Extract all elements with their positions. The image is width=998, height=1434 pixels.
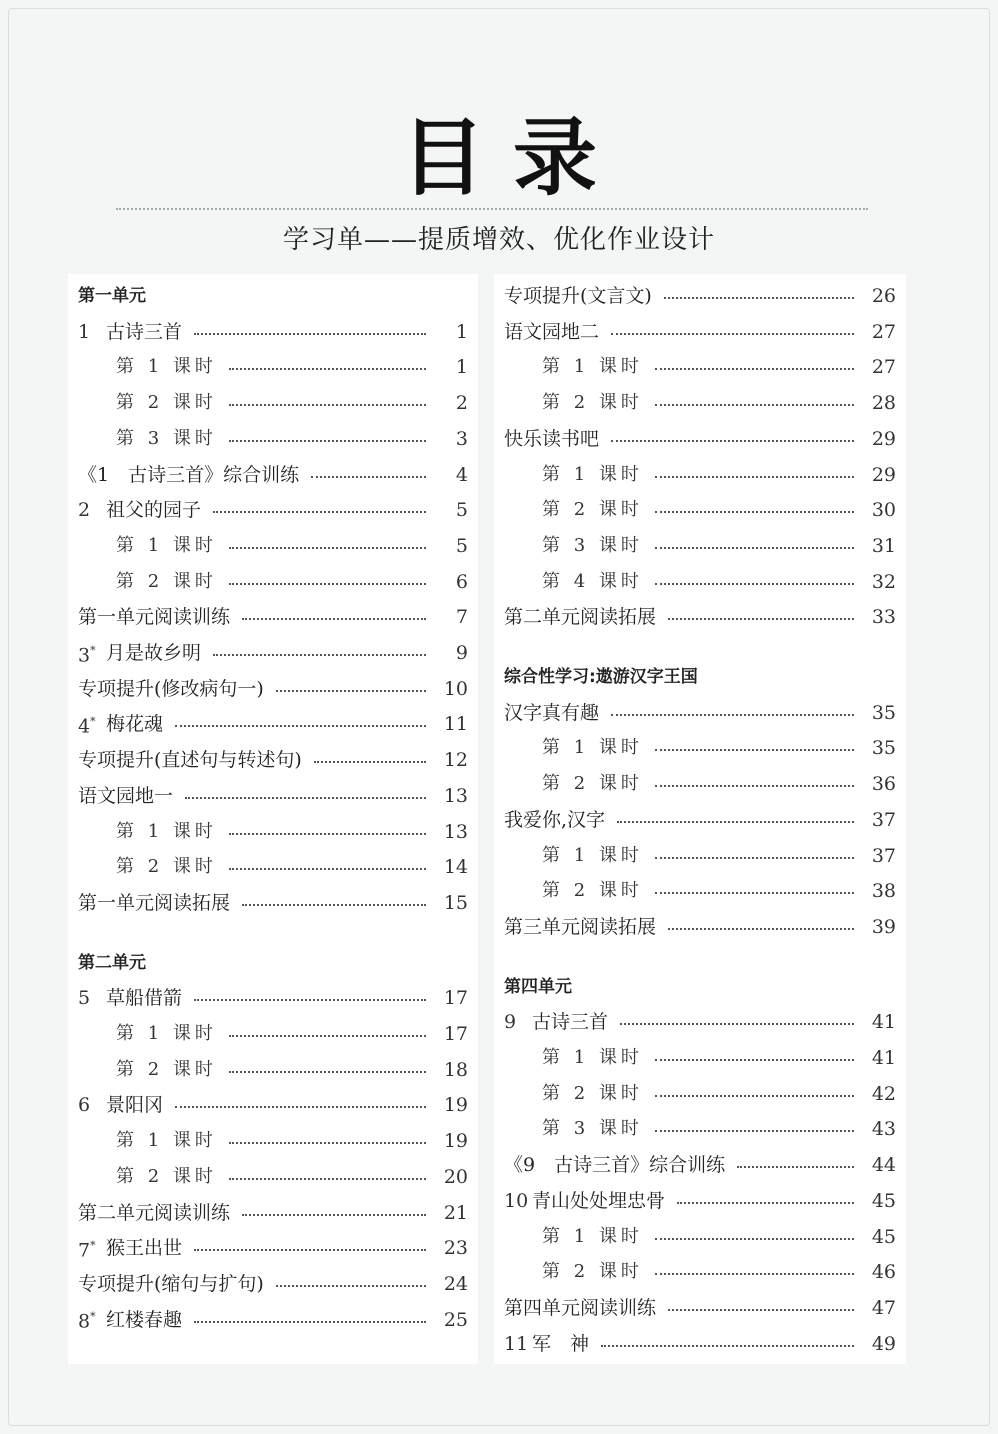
dot-leader bbox=[213, 511, 426, 513]
page-number: 24 bbox=[443, 1272, 468, 1295]
entry-title: 我爱你,汉字 bbox=[504, 808, 606, 831]
entry-title: 第二单元阅读训练 bbox=[78, 1201, 231, 1224]
toc-subentry bbox=[68, 1123, 478, 1159]
lesson-number: 9 bbox=[504, 1011, 517, 1034]
entry-title: 古诗三首 bbox=[106, 320, 183, 343]
entry-title: 第二单元阅读拓展 bbox=[504, 606, 657, 629]
dot-leader bbox=[229, 404, 426, 406]
toc-entry bbox=[68, 980, 478, 1016]
title-divider bbox=[116, 208, 868, 210]
dot-leader bbox=[668, 928, 854, 930]
entry-title: 第 4 课时 bbox=[542, 570, 643, 592]
page-number: 28 bbox=[871, 392, 896, 415]
dot-leader bbox=[194, 1249, 426, 1251]
optional-mark: * bbox=[90, 1310, 96, 1324]
entry-title: 第 2 课时 bbox=[542, 1082, 643, 1104]
dot-leader bbox=[655, 785, 854, 787]
toc-entry bbox=[494, 1147, 906, 1183]
toc-entry bbox=[494, 599, 906, 635]
toc-entry bbox=[68, 1087, 478, 1123]
page-number: 10 bbox=[443, 677, 468, 700]
lesson-number: 5 bbox=[78, 987, 91, 1010]
page-number: 25 bbox=[443, 1308, 468, 1331]
page-number: 21 bbox=[443, 1201, 468, 1224]
toc-subentry bbox=[68, 385, 478, 421]
optional-mark: * bbox=[90, 715, 96, 729]
dot-leader bbox=[314, 761, 426, 763]
toc-entry bbox=[68, 457, 478, 493]
page-number: 35 bbox=[871, 737, 896, 760]
entry-title: 第 2 课时 bbox=[542, 1261, 643, 1283]
page-number: 26 bbox=[871, 285, 896, 307]
entry-title: 祖父的园子 bbox=[106, 499, 202, 522]
page-number: 41 bbox=[871, 1011, 896, 1034]
toc-subentry bbox=[494, 492, 906, 528]
page-number: 7 bbox=[455, 606, 468, 629]
page-number: 29 bbox=[871, 427, 896, 450]
lesson-number: 11 bbox=[504, 1332, 529, 1355]
entry-title: 第 2 课时 bbox=[116, 392, 217, 414]
page-number: 23 bbox=[443, 1237, 468, 1260]
page-number: 37 bbox=[871, 808, 896, 831]
entry-title: 第 2 课时 bbox=[542, 499, 643, 521]
entry-title: 第 1 课时 bbox=[542, 463, 643, 485]
entry-title: 第 2 课时 bbox=[116, 1058, 217, 1080]
page-number: 11 bbox=[443, 713, 468, 736]
toc-subentry bbox=[494, 873, 906, 909]
lesson-number: 6 bbox=[78, 1094, 91, 1117]
dot-leader bbox=[194, 999, 426, 1001]
toc-entry bbox=[68, 1302, 478, 1338]
dot-leader bbox=[611, 333, 854, 335]
dot-leader bbox=[655, 1273, 854, 1275]
page-subtitle: 学习单——提质增效、优化作业设计 bbox=[282, 225, 715, 255]
dot-leader bbox=[611, 714, 854, 716]
dot-leader bbox=[601, 1345, 854, 1347]
page-number: 49 bbox=[871, 1332, 896, 1355]
entry-title: 第 3 课时 bbox=[542, 534, 643, 556]
entry-title: 第 2 课时 bbox=[116, 856, 217, 878]
toc-subentry bbox=[68, 528, 478, 564]
entry-title: 汉字真有趣 bbox=[504, 701, 600, 724]
entry-title: 草船借箭 bbox=[106, 987, 183, 1010]
entry-title: 第 2 课时 bbox=[542, 880, 643, 902]
toc-entry bbox=[494, 278, 906, 314]
dot-leader bbox=[655, 368, 854, 370]
page-number: 3 bbox=[455, 427, 468, 450]
entry-title: 第 1 课时 bbox=[116, 820, 217, 842]
toc-entry bbox=[68, 635, 478, 671]
entry-title: 《1 古诗三首》综合训练 bbox=[78, 463, 300, 486]
entry-title: 第 1 课时 bbox=[542, 737, 643, 759]
dot-leader bbox=[737, 1166, 854, 1168]
page-title: 目录 bbox=[400, 108, 625, 207]
toc-section-heading bbox=[68, 945, 478, 981]
toc-entry bbox=[494, 1326, 906, 1362]
dot-leader bbox=[276, 1285, 426, 1287]
entry-title: 第 1 课时 bbox=[116, 1023, 217, 1044]
dot-leader bbox=[664, 297, 854, 299]
toc-left-column bbox=[68, 274, 478, 1364]
entry-title: 专项提升(缩句与扩句) bbox=[78, 1272, 264, 1295]
page-number: 1 bbox=[455, 356, 468, 379]
entry-title: 第 2 课时 bbox=[116, 570, 217, 592]
dot-leader bbox=[655, 1130, 854, 1132]
page-number: 35 bbox=[871, 701, 896, 724]
entry-title: 第 1 课时 bbox=[542, 356, 643, 378]
page-number: 18 bbox=[443, 1058, 468, 1081]
page-number: 38 bbox=[871, 880, 896, 903]
dot-leader bbox=[668, 618, 854, 620]
optional-mark: * bbox=[90, 643, 96, 657]
toc-entry bbox=[68, 1266, 478, 1302]
dot-leader bbox=[229, 583, 426, 585]
toc-subentry bbox=[494, 349, 906, 385]
entry-title: 月是故乡明 bbox=[106, 642, 202, 664]
page-number: 27 bbox=[871, 320, 896, 343]
toc-section-heading bbox=[494, 659, 906, 695]
page-number: 27 bbox=[871, 356, 896, 379]
entry-title: 《9 古诗三首》综合训练 bbox=[504, 1154, 726, 1177]
page-number: 42 bbox=[871, 1082, 896, 1105]
dot-leader bbox=[677, 1202, 854, 1204]
toc-section-heading bbox=[494, 969, 906, 1005]
toc-entry bbox=[68, 742, 478, 778]
dot-leader bbox=[229, 368, 426, 370]
page-number: 5 bbox=[455, 534, 468, 557]
page-number: 32 bbox=[871, 570, 896, 593]
page-number: 36 bbox=[871, 773, 896, 796]
page-number: 4 bbox=[455, 463, 468, 486]
lesson-number: 3* bbox=[78, 643, 96, 667]
entry-title: 第 3 课时 bbox=[116, 427, 217, 449]
toc-subentry bbox=[494, 838, 906, 874]
dot-leader bbox=[229, 868, 426, 870]
dot-leader bbox=[620, 1023, 854, 1025]
toc-subentry bbox=[494, 564, 906, 600]
entry-title: 第四单元阅读训练 bbox=[504, 1296, 657, 1319]
dot-leader bbox=[213, 654, 426, 656]
toc-subentry bbox=[494, 1076, 906, 1112]
page-number: 45 bbox=[871, 1189, 896, 1212]
page-number: 2 bbox=[455, 392, 468, 415]
entry-title: 青山处处埋忠骨 bbox=[532, 1189, 666, 1212]
toc-entry bbox=[494, 1290, 906, 1326]
entry-title: 第 2 课时 bbox=[542, 773, 643, 795]
lesson-number: 10 bbox=[504, 1189, 529, 1212]
page-number: 19 bbox=[443, 1094, 468, 1117]
dot-leader bbox=[655, 583, 854, 585]
toc-subentry bbox=[68, 1016, 478, 1052]
page-number: 46 bbox=[871, 1261, 896, 1284]
toc-entry bbox=[68, 314, 478, 350]
entry-title: 古诗三首 bbox=[532, 1011, 609, 1034]
page-number: 45 bbox=[871, 1225, 896, 1248]
dot-leader bbox=[229, 440, 426, 442]
toc-subentry bbox=[68, 421, 478, 457]
entry-title: 第 1 课时 bbox=[542, 844, 643, 866]
dot-leader bbox=[229, 1071, 426, 1073]
dot-leader bbox=[242, 618, 426, 620]
toc-subentry bbox=[494, 528, 906, 564]
toc-subentry bbox=[494, 1040, 906, 1076]
toc-entry bbox=[494, 802, 906, 838]
toc-entry bbox=[68, 599, 478, 635]
toc-subentry bbox=[494, 766, 906, 802]
toc-subentry bbox=[494, 1254, 906, 1290]
page-number: 33 bbox=[871, 606, 896, 629]
toc-subentry bbox=[494, 457, 906, 493]
section-title: 第二单元 bbox=[78, 952, 146, 973]
toc-subentry bbox=[68, 349, 478, 385]
page-number: 14 bbox=[443, 856, 468, 879]
dot-leader bbox=[229, 1142, 426, 1144]
toc-entry bbox=[494, 909, 906, 945]
lesson-number: 4* bbox=[78, 715, 96, 738]
dot-leader bbox=[655, 892, 854, 894]
dot-leader bbox=[229, 1178, 426, 1180]
dot-leader bbox=[185, 797, 426, 799]
entry-title: 专项提升(修改病句一) bbox=[78, 677, 264, 700]
toc-entry bbox=[68, 492, 478, 528]
dot-leader bbox=[175, 725, 426, 727]
dot-leader bbox=[668, 1309, 854, 1311]
entry-title: 语文园地一 bbox=[78, 784, 174, 807]
toc-entry bbox=[494, 314, 906, 350]
entry-title: 第一单元阅读拓展 bbox=[78, 891, 231, 914]
dot-leader bbox=[655, 749, 854, 751]
page-number: 9 bbox=[455, 642, 468, 664]
dot-leader bbox=[655, 511, 854, 513]
entry-title: 第 1 课时 bbox=[542, 1047, 643, 1068]
section-title: 综合性学习:遨游汉字王国 bbox=[504, 667, 698, 687]
toc-entry bbox=[68, 1195, 478, 1231]
page-number: 5 bbox=[455, 499, 468, 522]
lesson-number: 2 bbox=[78, 499, 91, 522]
optional-mark: * bbox=[90, 1239, 96, 1253]
toc-entry bbox=[494, 421, 906, 457]
entry-title: 第 1 课时 bbox=[116, 534, 217, 556]
toc-subentry bbox=[494, 1111, 906, 1147]
entry-title: 第 1 课时 bbox=[116, 1130, 217, 1152]
dot-leader bbox=[655, 1059, 854, 1061]
dot-leader bbox=[611, 440, 854, 442]
toc-subentry bbox=[68, 564, 478, 600]
page-number: 19 bbox=[443, 1130, 468, 1153]
toc-subentry bbox=[494, 1219, 906, 1255]
page-number: 1 bbox=[455, 320, 468, 343]
page-number: 41 bbox=[871, 1047, 896, 1069]
dot-leader bbox=[229, 833, 426, 835]
toc-entry bbox=[68, 778, 478, 814]
lesson-number: 1 bbox=[78, 320, 91, 343]
page-number: 29 bbox=[871, 463, 896, 486]
page-number: 47 bbox=[871, 1296, 896, 1319]
entry-title: 快乐读书吧 bbox=[504, 427, 600, 450]
entry-title: 第 1 课时 bbox=[116, 356, 217, 378]
toc-entry bbox=[68, 706, 478, 742]
entry-title: 语文园地二 bbox=[504, 320, 600, 343]
dot-leader bbox=[655, 404, 854, 406]
dot-leader bbox=[655, 1095, 854, 1097]
entry-title: 第一单元阅读训练 bbox=[78, 606, 231, 629]
lesson-number: 7* bbox=[78, 1239, 96, 1262]
dot-leader bbox=[655, 1238, 854, 1240]
page-number: 15 bbox=[443, 891, 468, 914]
toc-entry bbox=[494, 695, 906, 731]
toc-subentry bbox=[68, 814, 478, 850]
page-number: 17 bbox=[443, 1023, 468, 1045]
entry-title: 专项提升(文言文) bbox=[504, 285, 652, 307]
page-number: 20 bbox=[443, 1165, 468, 1188]
dot-leader bbox=[242, 904, 426, 906]
dot-leader bbox=[655, 476, 854, 478]
page-number: 13 bbox=[443, 820, 468, 843]
page-number: 17 bbox=[443, 987, 468, 1010]
section-title: 第四单元 bbox=[504, 976, 572, 997]
entry-title: 第 3 课时 bbox=[542, 1118, 643, 1140]
dot-leader bbox=[229, 547, 426, 549]
dot-leader bbox=[655, 547, 854, 549]
toc-subentry bbox=[494, 385, 906, 421]
page-number: 30 bbox=[871, 499, 896, 522]
toc-right-column bbox=[494, 274, 906, 1364]
toc-entry bbox=[68, 1230, 478, 1266]
entry-title: 第 1 课时 bbox=[542, 1225, 643, 1247]
entry-title: 军 神 bbox=[532, 1332, 590, 1355]
entry-title: 景阳冈 bbox=[106, 1094, 164, 1117]
page-number: 37 bbox=[871, 844, 896, 867]
entry-title: 第 2 课时 bbox=[542, 392, 643, 414]
dot-leader bbox=[194, 333, 426, 335]
dot-leader bbox=[617, 821, 854, 823]
dot-leader bbox=[194, 1321, 426, 1323]
page-number: 31 bbox=[871, 534, 896, 557]
dot-leader bbox=[175, 1106, 426, 1108]
entry-title: 梅花魂 bbox=[106, 713, 164, 736]
entry-title: 猴王出世 bbox=[106, 1237, 183, 1260]
dot-leader bbox=[311, 476, 426, 478]
page-number: 39 bbox=[871, 915, 896, 938]
dot-leader bbox=[229, 1035, 426, 1037]
page-number: 6 bbox=[455, 570, 468, 593]
toc-subentry bbox=[68, 1052, 478, 1088]
page-number: 43 bbox=[871, 1118, 896, 1141]
toc-subentry bbox=[68, 1159, 478, 1195]
entry-title: 第 2 课时 bbox=[116, 1165, 217, 1187]
toc-entry bbox=[68, 671, 478, 707]
toc-section-heading bbox=[68, 278, 478, 314]
dot-leader bbox=[655, 857, 854, 859]
toc-entry bbox=[494, 1183, 906, 1219]
entry-title: 第三单元阅读拓展 bbox=[504, 915, 657, 938]
toc-subentry bbox=[494, 730, 906, 766]
page-number: 13 bbox=[443, 784, 468, 807]
section-title: 第一单元 bbox=[78, 286, 146, 306]
entry-title: 专项提升(直述句与转述句) bbox=[78, 749, 302, 772]
toc-subentry bbox=[68, 849, 478, 885]
lesson-number: 8* bbox=[78, 1310, 96, 1333]
toc-entry bbox=[494, 1004, 906, 1040]
page-number: 12 bbox=[443, 749, 468, 772]
dot-leader bbox=[242, 1214, 426, 1216]
page-number: 44 bbox=[871, 1154, 896, 1177]
toc-entry bbox=[68, 885, 478, 921]
dot-leader bbox=[276, 690, 426, 692]
entry-title: 红楼春趣 bbox=[106, 1308, 183, 1331]
